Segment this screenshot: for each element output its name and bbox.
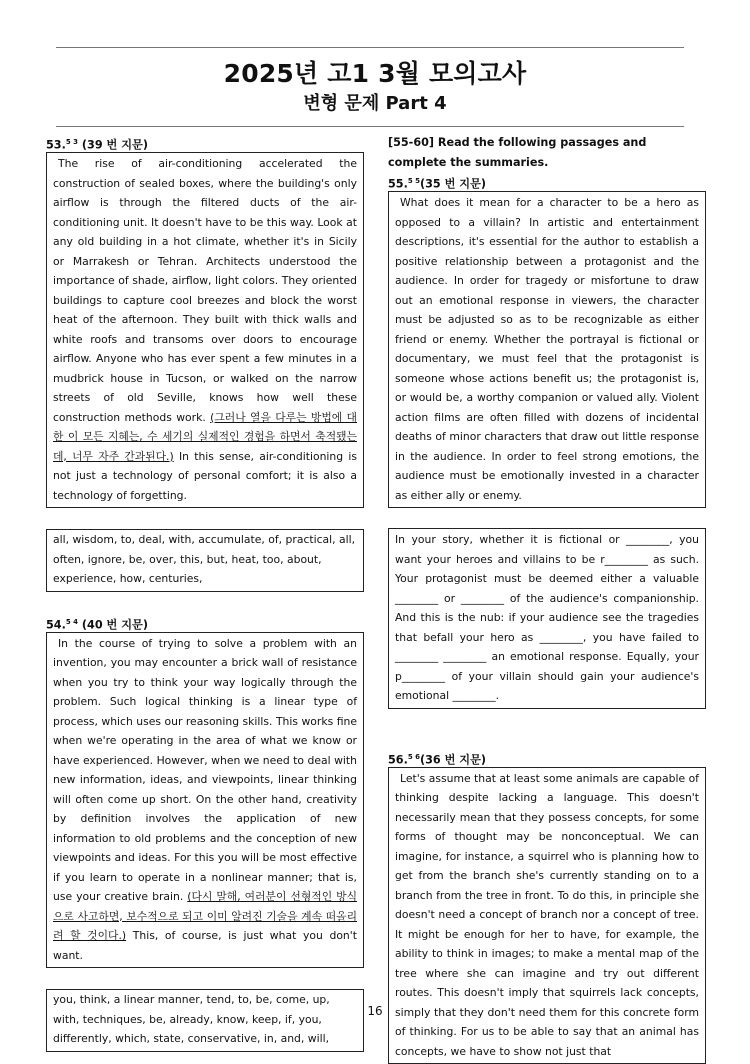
summary-55-box: In your story, whether it is fictional or ________, you want your heroes and villains to be r________ as such. Your protagonist must be deemed either a valuable ________ or ________ of the audience's companionship. And this is the nub: if your audience see the tragedies that befall your hero as ________, you have failed to ________ ________ an emotional response. Equally, your p________ of your villain should gain your audience's emotional ________. bbox=[388, 528, 706, 709]
instruction-text: [55-60] Read the following passages and complete the summaries. bbox=[388, 133, 706, 172]
passage-55-box: What does it mean for a character to be a hero as opposed to a villain? In artistic and entertainment descriptions, it's essential for the author to establish a positive relationship between a protagonist and the audience. In order for tragedy or misfortune to draw out an emotional response in viewers, the character must be adjusted so as to be recognizable as either friend or enemy. Whether the portrayal is fictional or documentary, we must feel that the protagonist is someone whose actions benefit us; the protagonist is, or would be, a worthy companion or valued ally. Violent action films are often filled with dozens of incidental deaths of minor characters that draw out little response in the audience. In order to feel strong emotions, the audience must be emotionally invested in a character as either ally or enemy. bbox=[388, 191, 706, 508]
question-number: 54. bbox=[46, 618, 66, 631]
passage-tag: (40 번 지문) bbox=[82, 618, 148, 631]
header-rule bbox=[56, 126, 684, 127]
passage-tag: (36 번 지문) bbox=[420, 753, 486, 766]
top-rule bbox=[56, 47, 684, 48]
page-subtitle: 변형 문제 Part 4 bbox=[0, 89, 750, 115]
passage-53-box bbox=[46, 152, 364, 508]
word-bank-54: you, think, a linear manner, tend, to, be, come, up, with, techniques, be, already, know, keep, if, you, differently, which, state, conservative, in, and, will, bbox=[46, 989, 364, 1052]
passage-56-box: Let's assume that at least some animals are capable of thinking despite lacking a language. This doesn't necessarily mean that they possess concepts, for some forms of thought may be nonconceptual. We can imagine, for instance, a squirrel who is planning how to get from the branch she's currently standing on to a branch from the tree in front. To do this, in principle she doesn't need a concept of branch nor a concept of tree. It might be enough for her to have, for example, the ability to think in images; to make a mental map of the tree where she can imagine and try out different routes. This doesn't imply that squirrels lack concepts, simply that they don't need them for this concrete form of thinking. For us to be able to say that an animal has concepts, we have to show not just that bbox=[388, 767, 706, 1064]
korean-underlined-sentence: (그러나 열을 다루는 방법에 대한 이 모든 지혜는, 수 세기의 실제적인 경험을 하면서 축적됐는데, 너무 자주 간과된다.) bbox=[53, 411, 357, 463]
question-53-header bbox=[46, 133, 364, 152]
passage-54-box bbox=[46, 632, 364, 969]
right-column bbox=[388, 133, 706, 1064]
question-superscript: 5 3 bbox=[66, 138, 78, 146]
passage-tag: (39 번 지문) bbox=[82, 139, 148, 152]
passage-tag: (35 번 지문) bbox=[420, 178, 486, 191]
korean-underlined-sentence: (다시 말해, 여러분이 선형적인 방식으로 사고하면, 보수적으로 되고 이미 알려진 기술을 계속 떠올리려 할 것이다.) bbox=[53, 890, 357, 942]
question-superscript: 5 4 bbox=[66, 618, 78, 626]
question-number: 56. bbox=[388, 753, 408, 766]
word-bank-53: all, wisdom, to, deal, with, accumulate, of, practical, all, often, ignore, be, over, this, but, heat, too, about, experience, how, centuries, bbox=[46, 529, 364, 592]
question-number: 55. bbox=[388, 178, 408, 191]
passage-text: In the course of trying to solve a problem with an invention, you may encounter a brick wall of resistance when you try to think your way logically through the problem. Such logical thinking is a linear type of process, which uses our reasoning skills. This works fine when we're operating in the area of what we know or have experienced. However, when we need to deal with new information, ideas, and viewpoints, linear thinking will often come up short. On the other hand, creativity by definition involves the application of new information to old problems and the conception of new viewpoints and ideas. For this you will be most effective if you learn to operate in a nonlinear manner; that is, use your creative brain. bbox=[53, 637, 357, 904]
question-superscript: 5 6 bbox=[408, 753, 420, 761]
passage-text: The rise of air-conditioning accelerated the construction of sealed boxes, where the building's only airflow is through the filtered ducts of the air-conditioning unit. It doesn't have to be this way. Look at any old building in a hot climate, whether it's in Sicily or Marrakesh or Tehran. Architects understood the importance of shade, airflow, light colors. They oriented buildings to capture cool breezes and block the worst heat of the afternoon. They built with thick walls and white roofs and transoms over doors to encourage airflow. Anyone who has ever spent a few minutes in a mudbrick house in Tucson, or walked on the narrow streets of old Seville, knows how well these construction methods work. bbox=[53, 157, 357, 424]
question-number: 53. bbox=[46, 139, 66, 152]
left-column bbox=[46, 133, 364, 1052]
question-superscript: 5 5 bbox=[408, 177, 420, 185]
page-title: 2025년 고1 3월 모의고사 bbox=[0, 54, 750, 90]
question-55-header bbox=[388, 172, 706, 191]
page-number: 16 bbox=[0, 1004, 750, 1018]
question-56-header bbox=[388, 748, 706, 767]
question-54-header bbox=[46, 613, 364, 632]
passage-text-tail: In this sense, air-conditioning is not just a technology of personal comfort; it is also a technology of forgetting. bbox=[53, 450, 357, 502]
passage-text-tail: This, of course, is just what you don't want. bbox=[53, 929, 357, 962]
